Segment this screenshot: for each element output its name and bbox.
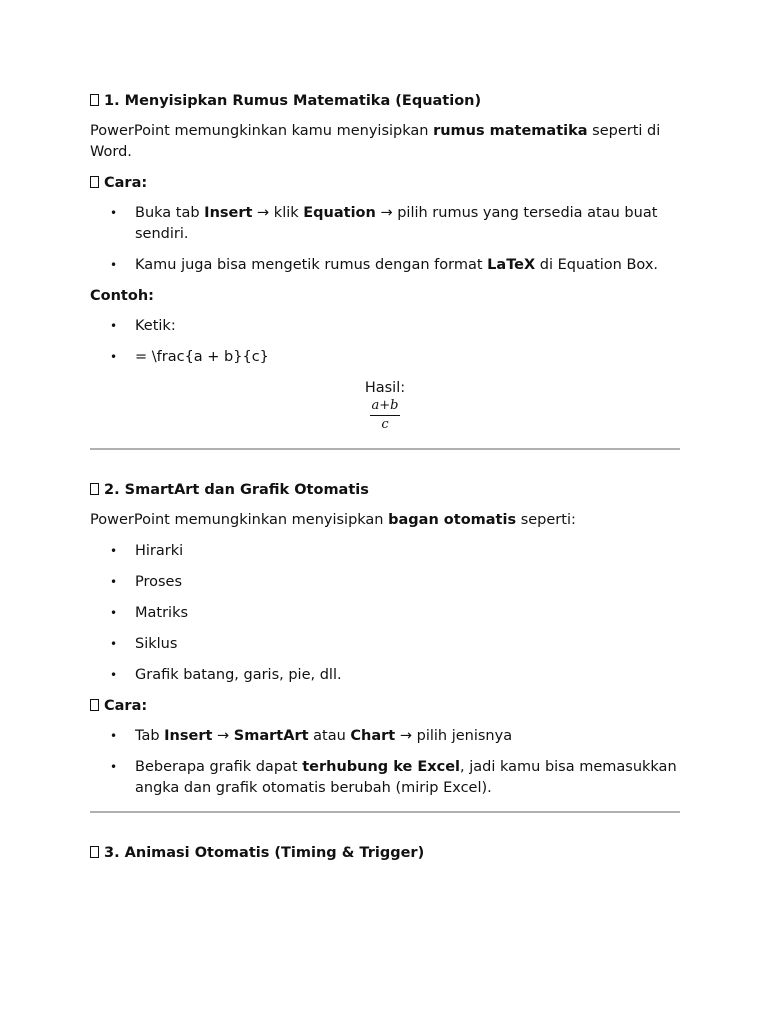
section-3-heading: 3. Animasi Otomatis (Timing & Trigger) xyxy=(90,843,680,863)
document-content xyxy=(90,91,680,863)
section-2-cara-label: Cara: xyxy=(90,696,680,716)
bullet-icon: • xyxy=(110,350,118,364)
list-item: • Hirarki xyxy=(90,541,680,562)
section-2-items xyxy=(90,541,680,686)
fraction-numerator: a+b xyxy=(370,398,401,416)
list-item: • Proses xyxy=(90,572,680,593)
missing-glyph-icon xyxy=(90,483,99,495)
list-item: • Tab Insert → SmartArt atau Chart → pilih jenisnya xyxy=(90,726,680,747)
list-item: • Buka tab Insert → klik Equation → pilih rumus yang tersedia atau buat sendiri. xyxy=(110,205,658,242)
bullet-icon: • xyxy=(110,206,118,220)
section-1-contoh-label: Contoh: xyxy=(90,288,154,304)
divider xyxy=(90,448,680,450)
divider xyxy=(90,811,680,813)
fraction-denominator: c xyxy=(381,417,389,432)
section-2-intro: PowerPoint memungkinkan menyisipkan bagan otomatis seperti: xyxy=(90,512,576,528)
list-item: • = \frac{a + b}{c} xyxy=(90,347,680,368)
list-item: • Beberapa grafik dapat terhubung ke Excel, jadi kamu bisa memasukkan angka dan grafik otomatis berubah (mirip Excel). xyxy=(110,759,677,796)
section-2-heading: 2. SmartArt dan Grafik Otomatis xyxy=(90,480,680,500)
fraction xyxy=(370,398,401,433)
bullet-icon: • xyxy=(110,319,118,333)
section-1-steps xyxy=(90,203,680,276)
bullet-icon: • xyxy=(110,575,118,589)
list-item: • Ketik: xyxy=(90,316,680,337)
bullet-icon: • xyxy=(110,544,118,558)
bullet-icon: • xyxy=(110,729,118,743)
hasil-label: Hasil: xyxy=(364,380,406,396)
missing-glyph-icon xyxy=(90,94,99,106)
section-1-heading: 1. Menyisipkan Rumus Matematika (Equation) xyxy=(90,91,680,111)
list-item: • Matriks xyxy=(90,603,680,624)
missing-glyph-icon xyxy=(90,176,99,188)
list-item: • Kamu juga bisa mengetik rumus dengan format LaTeX di Equation Box. xyxy=(90,255,680,276)
bullet-icon: • xyxy=(110,606,118,620)
section-1-contoh-list xyxy=(90,316,680,368)
bullet-icon: • xyxy=(110,258,118,272)
fraction-result xyxy=(90,398,680,434)
list-item: • Grafik batang, garis, pie, dll. xyxy=(90,665,680,686)
bullet-icon: • xyxy=(110,668,118,682)
section-2-steps xyxy=(90,726,680,799)
bullet-icon: • xyxy=(110,637,118,651)
section-1-cara-label: Cara: xyxy=(90,173,680,193)
list-item: • Siklus xyxy=(90,634,680,655)
section-1-intro: PowerPoint memungkinkan kamu menyisipkan rumus matematika seperti di Word. xyxy=(90,123,661,160)
bullet-icon: • xyxy=(110,760,118,774)
missing-glyph-icon xyxy=(90,699,99,711)
missing-glyph-icon xyxy=(90,846,99,858)
